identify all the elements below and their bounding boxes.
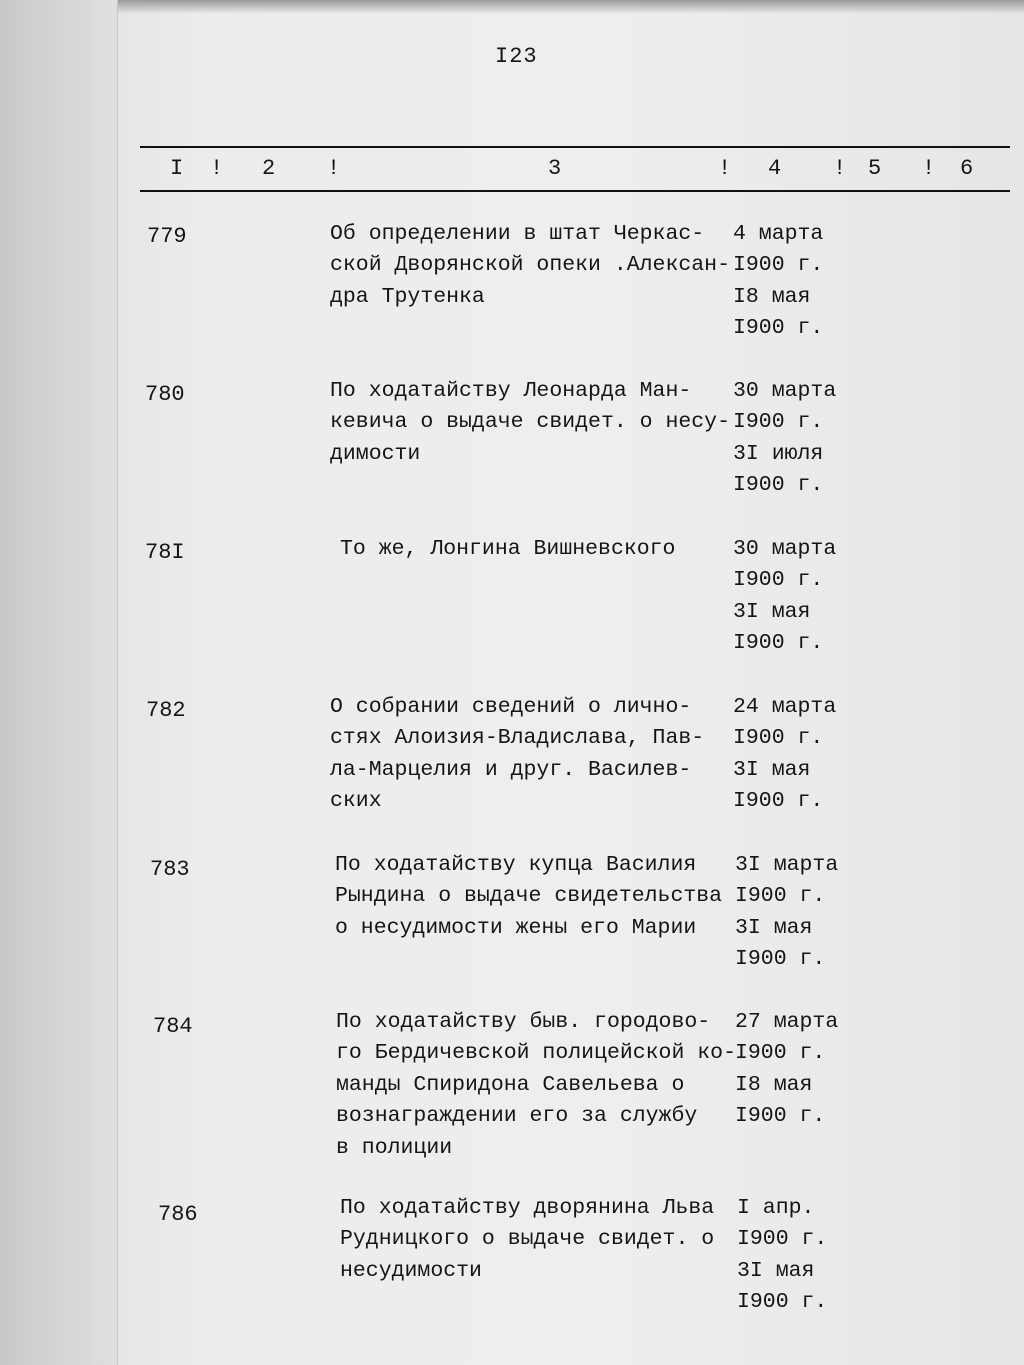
date-end-year: I900 г. — [733, 789, 824, 814]
entry-number: 779 — [147, 224, 187, 249]
description-line: По ходатайству дворянина Льва — [340, 1196, 715, 1220]
date-end-year: I900 г. — [735, 947, 826, 972]
entry-description — [330, 692, 704, 818]
description-line: По ходатайству купца Василия — [335, 853, 697, 877]
description-line: манды Спиридона Савельева о — [336, 1072, 685, 1097]
description-line: ской Дворянской опеки .Алексан- — [330, 253, 730, 278]
entry-description — [330, 376, 730, 470]
entry-dates — [733, 376, 836, 502]
header-separator: ! — [718, 156, 732, 181]
date-start-year: I900 г. — [733, 568, 824, 593]
description-line: То же, Лонгина Вишневского — [340, 537, 676, 561]
date-end: 3I мая — [737, 1258, 815, 1283]
date-end: I8 мая — [735, 1072, 813, 1097]
description-line: По ходатайству быв. городово- — [336, 1010, 711, 1034]
date-start-year: I900 г. — [737, 1227, 828, 1252]
entry-dates — [735, 850, 838, 976]
page-binding-shadow — [0, 0, 118, 1365]
entry-description — [340, 534, 675, 565]
date-start: 27 марта — [735, 1010, 839, 1034]
header-col-4: 4 — [768, 156, 782, 181]
description-line: Об определении в штат Черкас- — [330, 222, 705, 246]
date-end-year: I900 г. — [735, 1104, 826, 1129]
entry-dates — [733, 219, 823, 345]
header-col-5: 5 — [868, 156, 882, 181]
entry-number: 78I — [145, 540, 185, 565]
date-end: I8 мая — [733, 284, 811, 309]
header-separator: ! — [922, 156, 936, 181]
date-start-year: I900 г. — [733, 410, 824, 435]
page-number: I23 — [495, 44, 538, 69]
description-line: кевича о выдаче свидет. о несу- — [330, 410, 730, 435]
entry-description — [335, 850, 722, 944]
header-rule-bottom — [140, 190, 1010, 192]
header-col-6: 6 — [960, 156, 974, 181]
description-line: ских — [330, 789, 382, 814]
date-end: 3I мая — [733, 599, 811, 624]
description-line: в полиции — [336, 1135, 453, 1160]
description-line: ла-Марцелия и друг. Василев- — [330, 757, 692, 782]
description-line: стях Алоизия-Владислава, Пав- — [330, 726, 705, 751]
description-line: дра Трутенка — [330, 284, 485, 309]
entry-description — [340, 1193, 714, 1287]
header-col-2: 2 — [262, 156, 276, 181]
entry-description — [336, 1007, 736, 1164]
header-col-3: 3 — [548, 156, 562, 181]
date-end-year: I900 г. — [733, 316, 824, 341]
header-separator: ! — [327, 156, 341, 181]
date-start-year: I900 г. — [733, 253, 824, 278]
date-start-year: I900 г. — [733, 726, 824, 751]
date-start: 30 марта — [733, 379, 837, 403]
description-line: несудимости — [340, 1258, 482, 1283]
date-end-year: I900 г. — [733, 473, 824, 498]
header-rule-top — [140, 146, 1010, 148]
entry-number: 784 — [153, 1014, 193, 1039]
date-end-year: I900 г. — [733, 631, 824, 656]
date-end: 3I мая — [735, 915, 813, 940]
header-separator: ! — [833, 156, 847, 181]
date-start-year: I900 г. — [735, 884, 826, 909]
entry-number: 780 — [145, 382, 185, 407]
entry-number: 783 — [150, 857, 190, 882]
description-line: о несудимости жены его Марии — [335, 915, 697, 940]
entry-number: 782 — [146, 698, 186, 723]
entry-dates — [735, 1007, 838, 1133]
description-line: О собрании сведений о лично- — [330, 695, 692, 719]
date-end-year: I900 г. — [737, 1290, 828, 1315]
header-separator: ! — [210, 156, 224, 181]
entry-dates — [733, 534, 836, 660]
description-line: Рындина о выдаче свидетельства — [335, 884, 723, 909]
date-end: 3I мая — [733, 757, 811, 782]
date-start: 30 марта — [733, 537, 837, 561]
entry-number: 786 — [158, 1202, 198, 1227]
date-start: 4 марта — [733, 222, 824, 246]
date-start: I апр. — [737, 1196, 815, 1220]
entry-dates — [733, 692, 836, 818]
description-line: димости — [330, 441, 421, 466]
date-start: 24 марта — [733, 695, 837, 719]
header-col-1: I — [170, 156, 184, 181]
description-line: По ходатайству Леонарда Ман- — [330, 379, 692, 403]
date-start-year: I900 г. — [735, 1041, 826, 1066]
description-line: Рудницкого о выдаче свидет. о — [340, 1227, 715, 1252]
page-top-shadow — [118, 0, 1024, 14]
description-line: вознаграждении его за службу — [336, 1104, 698, 1129]
entry-dates — [737, 1193, 827, 1319]
date-end: 3I июля — [733, 441, 824, 466]
date-start: 3I марта — [735, 853, 839, 877]
description-line: го Бердичевской полицейской ко- — [336, 1041, 736, 1066]
entry-description — [330, 219, 730, 313]
